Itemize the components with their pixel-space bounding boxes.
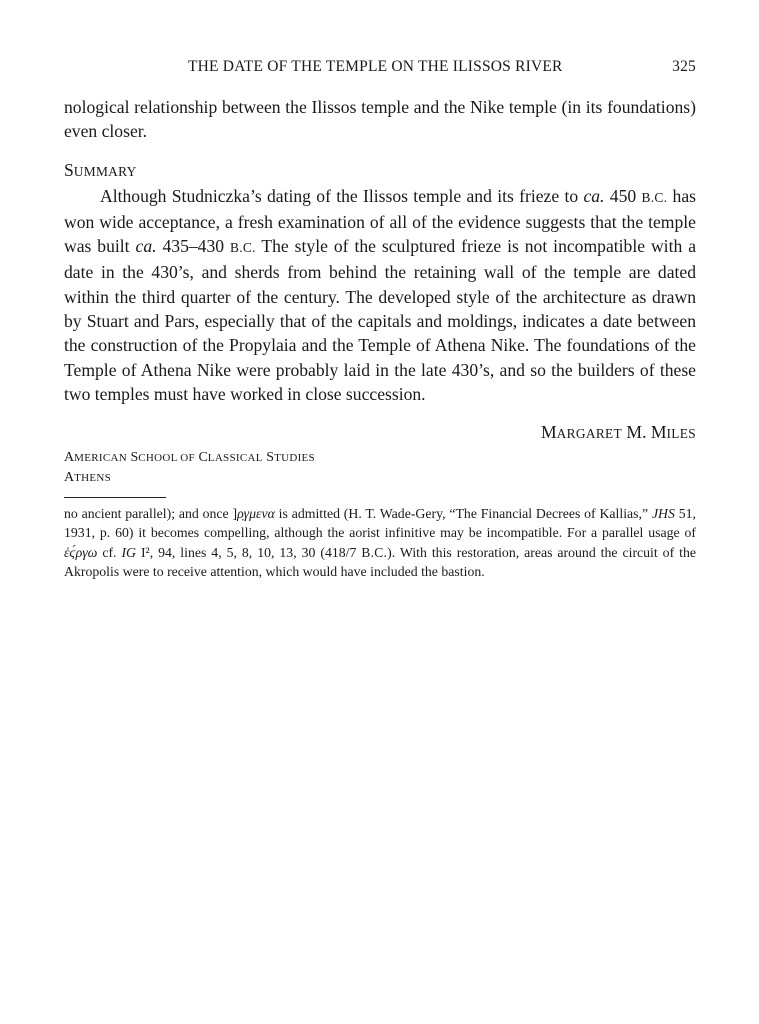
page-number: 325 (672, 58, 696, 75)
signature-first-initial: M (541, 422, 557, 443)
signature-last-initial: M (650, 422, 667, 443)
summary-paragraph (64, 184, 696, 407)
summary-text-5: The style of the sculptured frieze is not incompatible with a date in the 430’s, and sherds from behind the retaining wall of the temple are dated within the third quarter of the century. The developed style of the architecture as drawn by Stuart and Pars, especially that of the capitals and moldings, indicates a date between the construction of the Propylaia and the Temple of Athena Nike. The foundations of the Temple of Athena Nike were probably laid in the late 430’s, and so the builders of these two temples must have worked in close succession. (64, 236, 697, 404)
affiliation-word-rest: MERICAN (74, 452, 127, 465)
summary-bc-1: B.C. (641, 189, 668, 205)
summary-bc-2: B.C. (230, 240, 256, 256)
affiliation-word-rest: CHOOL OF (138, 452, 195, 465)
signature-first-rest: ARGARET (556, 426, 623, 442)
affiliation-word-rest: TUDIES (274, 452, 315, 465)
signature-last-rest: ILES (666, 426, 696, 442)
running-title: THE DATE OF THE TEMPLE ON THE ILISSOS RIVER (188, 58, 563, 75)
summary-ca-2: ca. (135, 236, 157, 257)
footnote-ig: IG (121, 544, 137, 560)
affiliation-city-cap: A (64, 470, 75, 486)
footnote-text-6: , 94, lines 4, 5, 8, 10, 13, 30 (418/7 (149, 544, 362, 560)
affiliation-word-rest: LASSICAL (207, 452, 263, 465)
author-signature (64, 420, 696, 446)
footnote-greek-word-1: ρ̣γμενα (237, 506, 275, 522)
continuation-paragraph: nological relationship between the Ilissos temple and the Nike temple (in its foundations) even closer. (64, 97, 696, 142)
page (64, 58, 696, 595)
summary-ca-1: ca. (583, 185, 605, 206)
affiliation-word-cap: C (198, 450, 208, 466)
footnote-journal-jhs: JHS (651, 506, 675, 522)
summary-heading (64, 158, 696, 184)
affiliation-city (64, 468, 696, 488)
footnote-text-1: no ancient parallel); and once ] (64, 506, 238, 522)
signature-middle-initial: M. (626, 422, 647, 443)
footnote-text-3: 51, 1931, p. 60) it becomes compelling, although the aorist infinitive may be incompatible. For a parallel usage of (64, 506, 696, 541)
summary-text-4: 435–430 (156, 236, 230, 257)
footnote-text-7: ). With this restoration, areas around the circuit of the Akropolis were to receive attention, which would have included the bastion. (64, 544, 696, 579)
footnote-text-2: is admitted (H. T. Wade-Gery, “The Financial Decrees of Kallias,” (274, 506, 652, 522)
summary-heading-initial: S (64, 159, 74, 180)
footnote (64, 504, 696, 581)
footnote-bc: B.C. (361, 544, 388, 560)
affiliation-word-cap: S (130, 450, 139, 466)
footnote-greek-word-2: ἑϛ́ργω (64, 544, 98, 560)
author-affiliation (64, 448, 696, 488)
summary-text-1: Although Studniczka’s dating of the Ilissos temple and its frieze to (100, 185, 584, 206)
footnote-text-4: cf. (97, 544, 122, 560)
summary-heading-rest: UMMARY (73, 163, 137, 179)
summary-text-3: has won wide acceptance, a fresh examination of all of the evidence suggests that the temple was built (64, 185, 696, 257)
running-head (64, 58, 696, 82)
summary-text-2: 450 (604, 185, 642, 206)
affiliation-word-cap: S (266, 450, 275, 466)
footnote-ig-volume: I² (136, 544, 150, 560)
affiliation-institution (64, 448, 696, 468)
affiliation-word-cap: A (64, 450, 75, 466)
footnote-rule (64, 497, 166, 498)
affiliation-city-rest: THENS (74, 472, 112, 485)
